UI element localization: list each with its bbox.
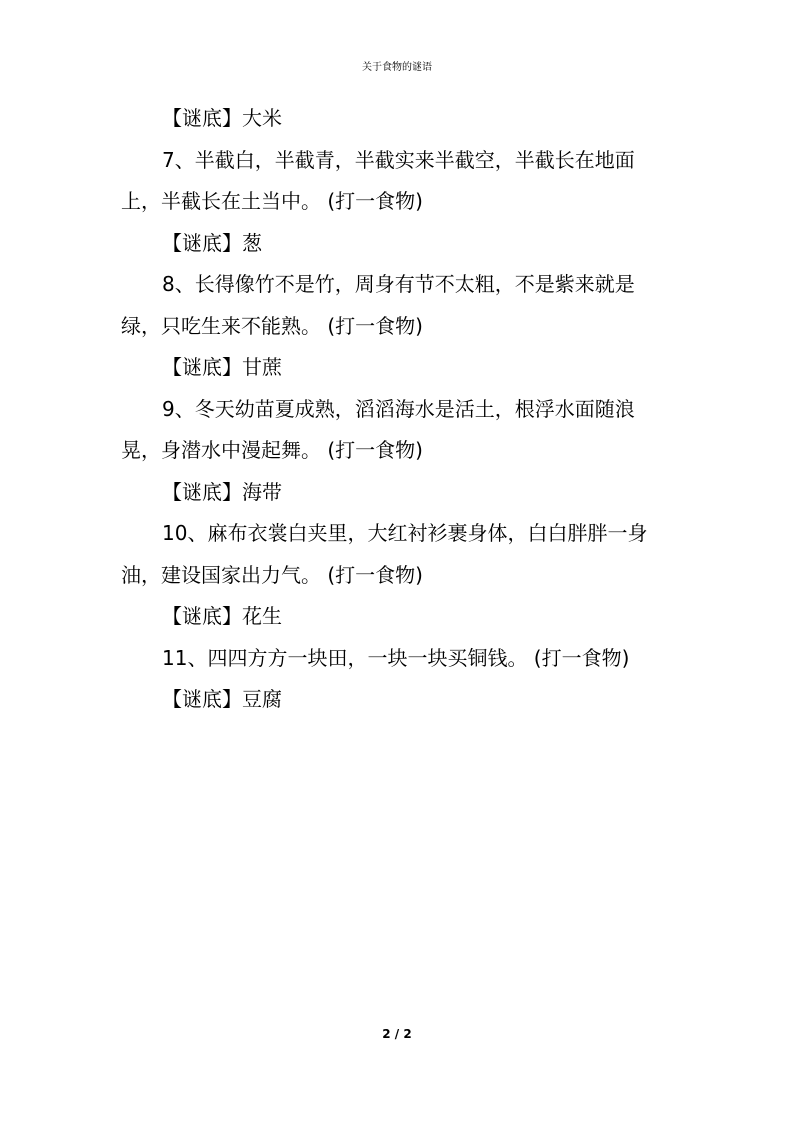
riddle-question: 10、麻布衣裳白夹里，大红衬衫裹身体，白白胖胖一身油，建设国家出力气。 (打一食物) [121,521,648,587]
riddle-question: 9、冬天幼苗夏成熟，滔滔海水是活土，根浮水面随浪晃，身潜水中漫起舞。 (打一食物) [121,396,635,462]
riddle-question: 7、半截白，半截青，半截实来半截空，半截长在地面上，半截长在土当中。 (打一食物) [121,147,635,213]
document-body [121,98,674,721]
page-header-title: 关于食物的谜语 [362,62,432,73]
riddle-answer: 【谜底】花生 [162,604,282,628]
riddle-answer: 【谜底】海带 [162,479,282,504]
riddle-question: 11、四四方方一块田，一块一块买铜钱。 (打一食物) [162,645,630,670]
riddle-answer: 【谜底】大米 [162,106,282,130]
riddle-answer: 【谜底】豆腐 [162,687,282,711]
page-number: 2 / 2 [382,1027,412,1041]
riddle-question: 8、长得像竹不是竹，周身有节不太粗，不是紫来就是绿，只吃生来不能熟。 (打一食物) [121,272,635,338]
riddle-answer: 【谜底】葱 [162,230,262,255]
riddle-answer: 【谜底】甘蔗 [162,355,282,379]
